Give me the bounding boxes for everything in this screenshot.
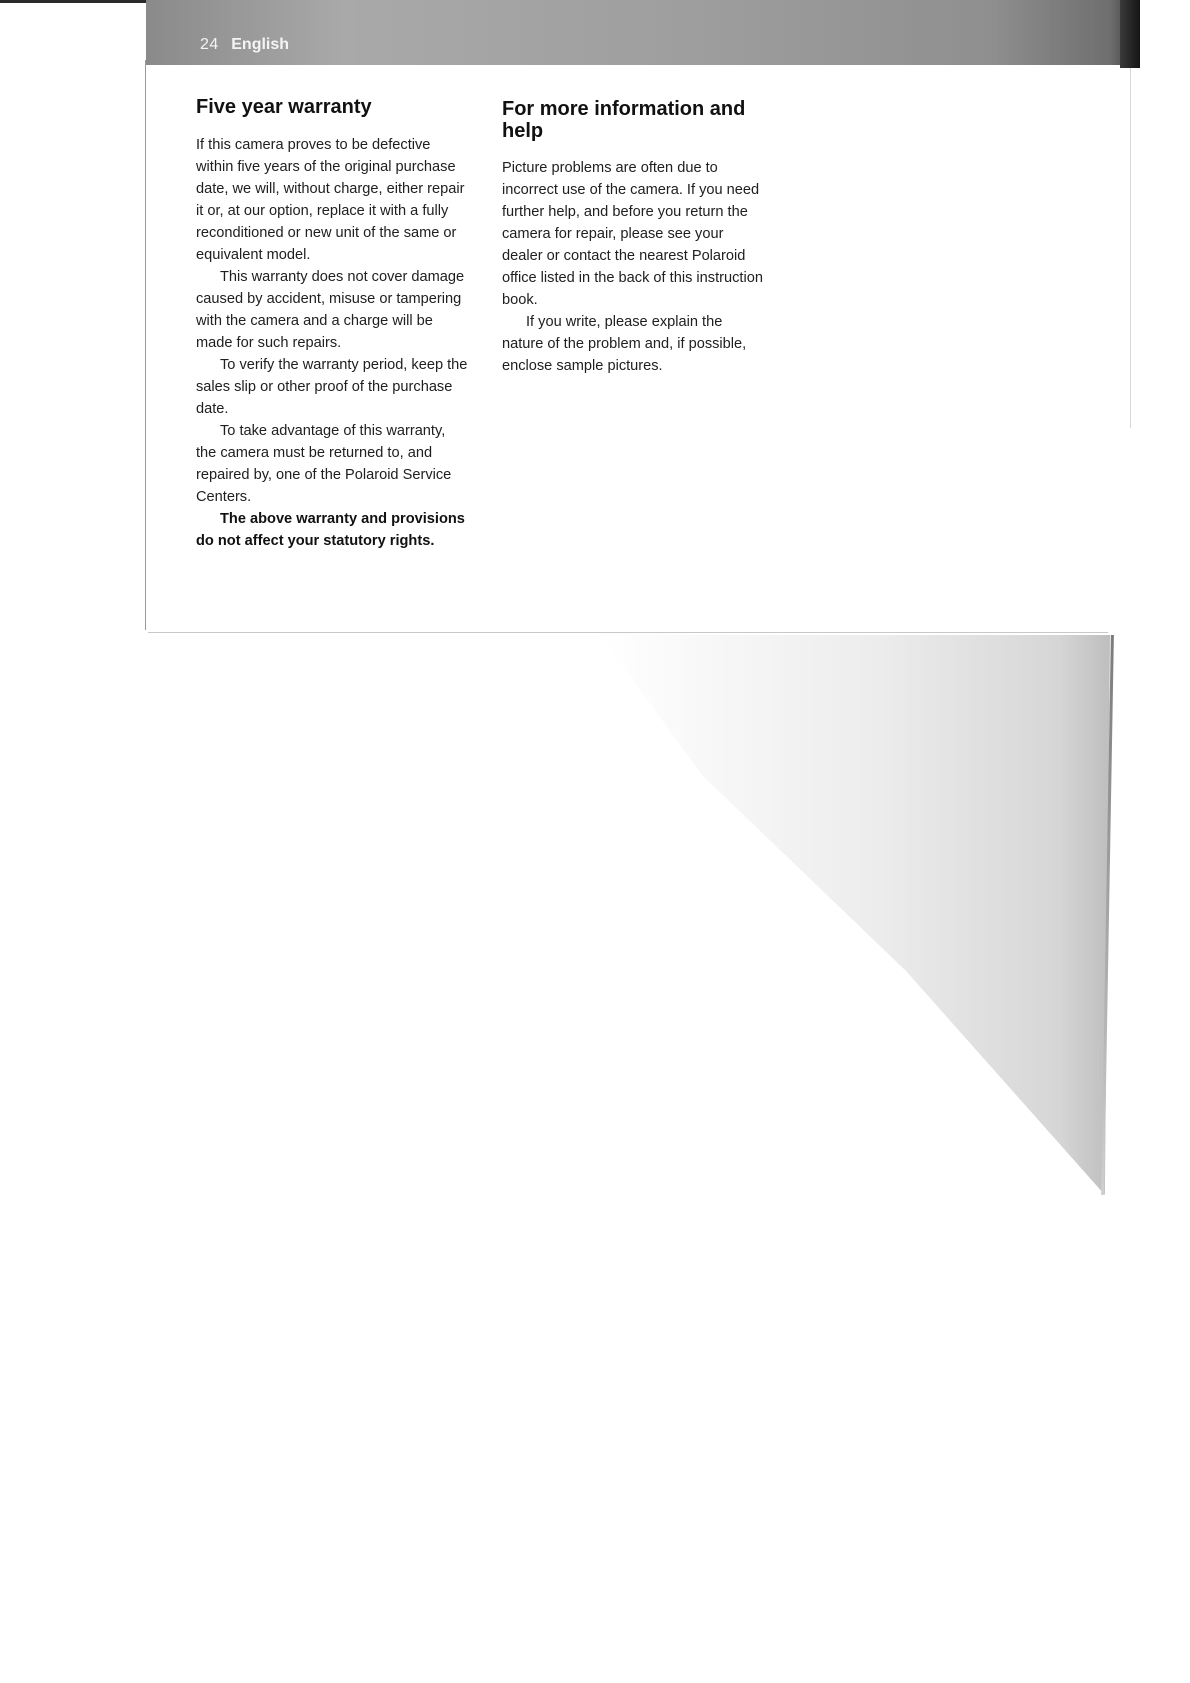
help-heading: For more information and help [502, 98, 746, 142]
scanner-edge [0, 0, 150, 3]
page-header-band [146, 0, 1139, 65]
warranty-paragraph: If this camera proves to be defective within five years of the original purchase date, we will, without charge, either repair it or, at our option, replace it with a fully reconditioned or new unit of the same or equivalent model. [196, 137, 465, 263]
help-body [502, 157, 764, 377]
warranty-heading: Five year warranty [196, 96, 372, 118]
warranty-body [196, 134, 468, 552]
booklet-binding-shadow [1120, 0, 1140, 68]
warranty-paragraph: To take advantage of this warranty, the camera must be returned to, and repaired by, one of the Polaroid Service Centers. [196, 423, 452, 505]
underlying-sheet-shadow [600, 635, 1110, 1195]
help-paragraph: If you write, please explain the nature of the problem and, if possible, enclose sample pictures. [502, 314, 747, 374]
warranty-paragraph: To verify the warranty period, keep the sales slip or other proof of the purchase date. [196, 357, 468, 417]
statutory-rights-note: The above warranty and provisions do not affect your statutory rights. [196, 511, 465, 549]
booklet-bottom-edge [148, 632, 1108, 633]
booklet-right-edge [1130, 68, 1131, 428]
page-header [200, 36, 289, 54]
warranty-paragraph: This warranty does not cover damage caused by accident, misuse or tampering with the camera and a charge will be made for such repairs. [196, 269, 465, 351]
page-number: 24 [200, 36, 219, 53]
booklet-left-edge [145, 60, 146, 630]
help-paragraph: Picture problems are often due to incorrect use of the camera. If you need further help, and before you return the camera for repair, please see your dealer or contact the nearest Polaroid office listed in the back of this instruction book. [502, 160, 763, 308]
language-label: English [231, 36, 290, 53]
